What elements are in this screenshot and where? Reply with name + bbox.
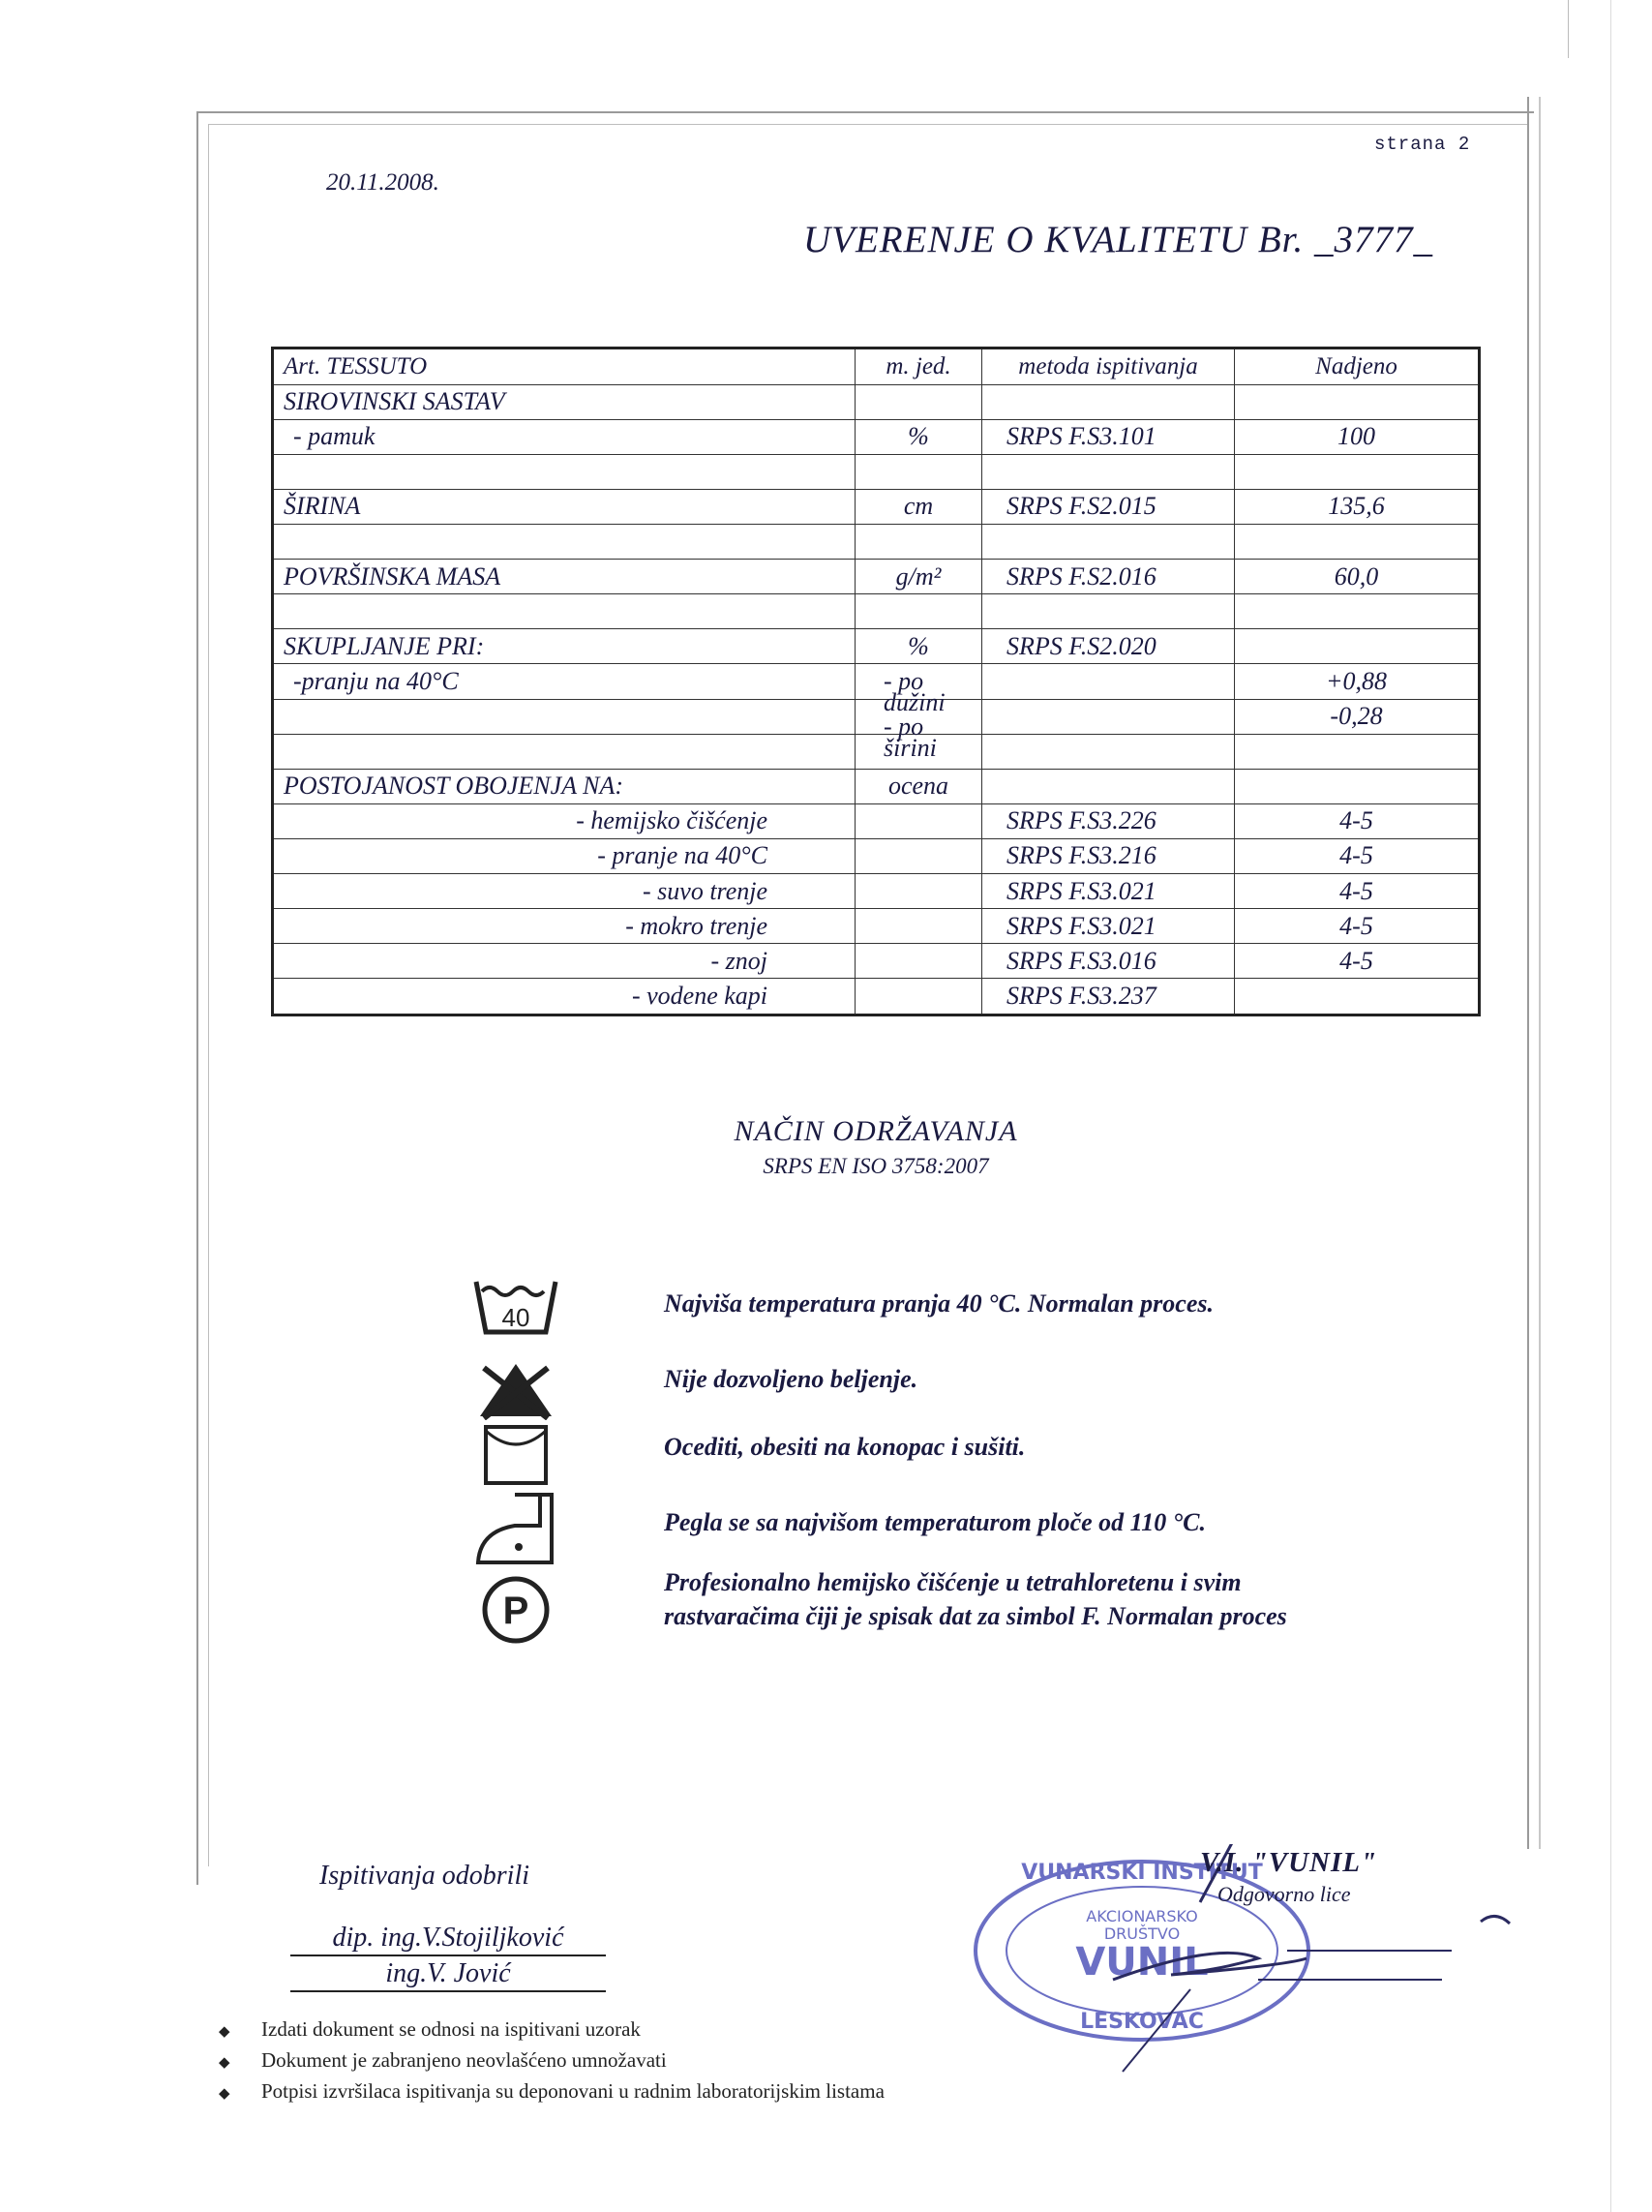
no-bleach-icon [472,1360,559,1420]
cell-parameter: - mokro trenje [273,909,856,944]
cell-value [1235,384,1480,419]
table-header-row [273,348,1480,385]
cell-method [982,699,1235,734]
table-row [273,454,1480,489]
cell-sublabel: - po dužini [884,666,946,716]
cell-parameter [273,454,856,489]
cell-parameter: - hemijsko čišćenje [273,803,856,838]
cell-method [982,664,1235,699]
notes-list [219,2014,885,2106]
cell-parameter: -pranju na 40°C - po dužini [273,664,856,699]
cell-unit [856,594,982,629]
table-row [273,419,1480,454]
cell-parameter [273,525,856,560]
cell-value [1235,769,1480,803]
approved-label: Ispitivanja odobrili [319,1861,529,1891]
document-date: 20.11.2008. [326,169,439,196]
cell-value: 4-5 [1235,873,1480,908]
care-text-dry: Ocediti, obesiti na konopac i sušiti. [664,1433,1026,1461]
cell-unit [856,979,982,1015]
cell-parameter: POVRŠINSKA MASA [273,560,856,594]
cell-value [1235,454,1480,489]
table-row [273,734,1480,769]
care-text-wash: Najviša temperatura pranja 40 °C. Normalan proces. [664,1289,1214,1318]
scan-edge-top [1568,0,1569,58]
note-item: ◆ Dokument je zabranjeno neovlašćeno umnožavati [219,2045,885,2076]
cell-value: 4-5 [1235,803,1480,838]
header-method: metoda ispitivanja [982,348,1235,385]
cell-parameter [273,734,856,769]
cell-parameter: - znoj [273,944,856,979]
cell-method: SRPS F.S3.237 [982,979,1235,1015]
iron-110-icon [472,1489,559,1570]
cell-parameter: - pamuk [273,419,856,454]
cell-value [1235,629,1480,664]
cell-method: SRPS F.S3.101 [982,419,1235,454]
cell-method: SRPS F.S2.020 [982,629,1235,664]
cell-method: SRPS F.S3.021 [982,873,1235,908]
table-row [273,873,1480,908]
table-row [273,594,1480,629]
cell-sublabel: - po širini [884,712,937,763]
wash-40-icon [472,1276,559,1340]
cell-value [1235,979,1480,1015]
responsible-person: Odgovorno lice [1217,1882,1351,1906]
table-row [273,803,1480,838]
cell-value: 4-5 [1235,838,1480,873]
cell-parameter: ŠIRINA [273,489,856,524]
line-dry-icon [472,1423,559,1487]
cell-value: 4-5 [1235,909,1480,944]
cell-value [1235,734,1480,769]
page-frame-inner-top [208,124,1527,125]
care-text-dryclean-2: rastvaračima čiji je spisak dat za simbol F. Normalan proces [664,1602,1287,1630]
svg-text:LESKOVAC: LESKOVAC [1080,2010,1204,2034]
cell-method: SRPS F.S3.216 [982,838,1235,873]
cell-unit [856,909,982,944]
svg-text:P: P [502,1590,529,1632]
care-standard: SRPS EN ISO 3758:2007 [763,1154,989,1178]
cell-method: SRPS F.S3.021 [982,909,1235,944]
care-text-dryclean: Profesionalno hemijsko čišćenje u tetrahloretenu i svim [664,1568,1242,1596]
cell-parameter [273,594,856,629]
cell-parameter: POSTOJANOST OBOJENJA NA: [273,769,856,803]
table-row [273,664,1480,699]
institute-name: V.I. "VUNIL" [1200,1847,1378,1878]
cell-value: +0,88 [1235,664,1480,699]
cell-unit: ocena [856,769,982,803]
svg-text:VUNARSKI INSTITUT: VUNARSKI INSTITUT [1021,1861,1263,1885]
svg-text:DRUŠTVO: DRUŠTVO [1103,1924,1181,1943]
care-text-iron: Pegla se sa najvišom temperaturom ploče od 110 °C. [664,1508,1206,1536]
table-row [273,838,1480,873]
header-found: Nadjeno [1235,348,1480,385]
cell-value: 60,0 [1235,560,1480,594]
diamond-bullet-icon: ◆ [219,2086,230,2102]
cell-parameter: SIROVINSKI SASTAV [273,384,856,419]
table-row [273,384,1480,419]
table-row [273,489,1480,524]
svg-text:AKCIONARSKO: AKCIONARSKO [1086,1907,1198,1925]
diamond-bullet-icon: ◆ [219,2024,230,2040]
cell-method [982,454,1235,489]
cell-unit [856,873,982,908]
cell-method [982,525,1235,560]
note-item: ◆ Izdati dokument se odnosi na ispitivani uzorak [219,2014,885,2045]
diamond-bullet-icon: ◆ [219,2055,230,2071]
table-row [273,979,1480,1015]
table-row [273,560,1480,594]
dry-clean-p-icon [472,1573,559,1647]
table-row [273,944,1480,979]
institute-stamp [968,1844,1548,2076]
cell-method: SRPS F.S3.016 [982,944,1235,979]
care-title: NAČIN ODRŽAVANJA [734,1115,1018,1147]
note-item: ◆ Potpisi izvršilaca ispitivanja su deponovani u radnim laboratorijskim listama [219,2076,885,2106]
cell-parameter [273,699,937,763]
cell-method: SRPS F.S2.015 [982,489,1235,524]
cell-method [982,769,1235,803]
cell-method: SRPS F.S2.016 [982,560,1235,594]
cell-method [982,384,1235,419]
cell-unit [856,454,982,489]
cell-unit [856,944,982,979]
table-row [273,629,1480,664]
table-row [273,525,1480,560]
cell-parameter: - vodene kapi [273,979,856,1015]
header-article: Art. TESSUTO [273,348,856,385]
cell-method [982,734,1235,769]
cell-value: 100 [1235,419,1480,454]
cell-unit: % [856,629,982,664]
svg-text:VUNIL: VUNIL [1075,1940,1209,1985]
page-number: strana 2 [1374,134,1471,155]
page-frame-inner-left [208,124,209,1866]
care-text-bleach: Nije dozvoljeno beljenje. [664,1365,918,1393]
cell-unit: cm [856,489,982,524]
cell-unit [856,525,982,560]
signer-2: ing.V. Jović [290,1957,606,1992]
header-unit: m. jed. [856,348,982,385]
table-row [273,699,1480,734]
cell-method: SRPS F.S3.226 [982,803,1235,838]
quality-table [271,347,1481,1016]
cell-value [1235,525,1480,560]
svg-text:40: 40 [501,1303,530,1332]
cell-value [1235,594,1480,629]
cell-parameter: - suvo trenje [273,873,856,908]
cell-parameter: - pranje na 40°C [273,838,856,873]
cell-value: -0,28 [1235,699,1480,734]
cell-unit [856,838,982,873]
table-row [273,769,1480,803]
document-title: UVERENJE O KVALITETU Br. _3777_ [803,219,1434,260]
cell-parameter: SKUPLJANJE PRI: [273,629,856,664]
scan-edge [1610,0,1611,2212]
signer-1: dip. ing.V.Stojiljković [290,1922,606,1956]
cell-unit [856,803,982,838]
cell-unit: g/m² [856,560,982,594]
cell-unit: % [856,419,982,454]
table-row [273,909,1480,944]
cell-method [982,594,1235,629]
cell-unit [856,384,982,419]
cell-value: 4-5 [1235,944,1480,979]
page-frame-right [1527,97,1541,1849]
cell-value: 135,6 [1235,489,1480,524]
